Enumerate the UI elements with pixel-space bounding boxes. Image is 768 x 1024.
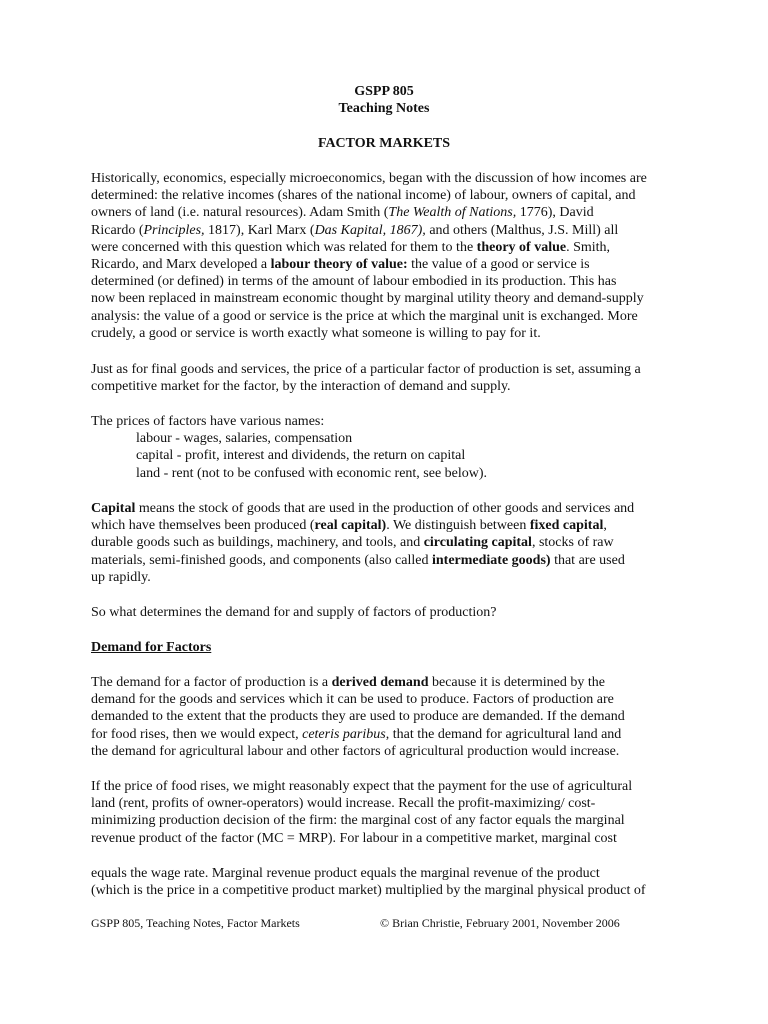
text-line: crudely, a good or service is worth exactly what someone is willing to pay for it. — [91, 325, 541, 341]
course-code: GSPP 805 — [354, 84, 414, 99]
factor-names-block — [91, 413, 681, 482]
text-line: competitive market for the factor, by the interaction of demand and supply. — [91, 379, 511, 395]
text-line: Ricardo (Principles, 1817), Karl Marx (Das Kapital, 1867), and others (Malthus, J.S. Mill) all — [91, 222, 619, 238]
factor-name-item: capital - profit, interest and dividends, the return on capital — [136, 448, 466, 464]
text-line: (which is the price in a competitive product market) multiplied by the marginal physical product of — [91, 883, 646, 899]
text-line: durable goods such as buildings, machinery, and tools, and circulating capital, stocks of raw — [91, 535, 614, 551]
text-line: owners of land (i.e. natural resources). Adam Smith (The Wealth of Nations, 1776), David — [91, 205, 594, 221]
document-type: Teaching Notes — [338, 101, 430, 116]
demand-paragraph — [91, 674, 681, 760]
text-line: If the price of food rises, we might reasonably expect that the payment for the use of agricultural — [91, 779, 633, 794]
text-line: revenue product of the factor (MC = MRP). For labour in a competitive market, marginal cost — [91, 830, 617, 846]
factor-name-item: labour - wages, salaries, compensation — [136, 431, 353, 447]
text-line: demanded to the extent that the products they are used to produce are demanded. If the demand — [91, 709, 625, 725]
text-line: equals the wage rate. Marginal revenue product equals the marginal revenue of the product — [91, 866, 600, 881]
text-line: materials, semi-finished goods, and components (also called intermediate goods) that are used — [91, 552, 625, 568]
wage-paragraph — [91, 865, 681, 899]
text-line: Historically, economics, especially microeconomics, began with the discussion of how incomes are — [91, 171, 647, 186]
question-line — [91, 604, 681, 621]
text-line: which have themselves been produced (real capital). We distinguish between fixed capital, — [91, 518, 607, 534]
footer-left: GSPP 805, Teaching Notes, Factor Markets — [91, 916, 300, 930]
section-heading-demand: Demand for Factors — [91, 640, 212, 655]
text-line: land (rent, profits of owner-operators) would increase. Recall the profit-maximizing/ cost- — [91, 796, 596, 812]
text-line: Capital means the stock of goods that are used in the production of other goods and services and — [91, 501, 635, 516]
page-title: FACTOR MARKETS — [317, 136, 451, 151]
text-line: up rapidly. — [91, 569, 151, 585]
text-line: The demand for a factor of production is a derived demand because it is determined by the — [91, 675, 605, 690]
text-line: for food rises, then we would expect, ceteris paribus, that the demand for agricultural land and — [91, 726, 622, 742]
intro-paragraph — [91, 170, 681, 342]
text-line: the demand for agricultural labour and other factors of agricultural production would increase. — [91, 743, 620, 759]
text-line: determined (or defined) in terms of the amount of labour embodied in its production. This has — [91, 274, 617, 290]
text-line: Just as for final goods and services, the price of a particular factor of production is set, assuming a — [91, 362, 641, 377]
text-line: now been replaced in mainstream economic thought by marginal utility theory and demand-supply — [91, 291, 644, 307]
price-paragraph — [91, 361, 681, 395]
text-line: minimizing production decision of the firm: the marginal cost of any factor equals the marginal — [91, 813, 625, 829]
text-line: were concerned with this question which was related for them to the theory of value. Smith, — [91, 239, 611, 255]
food-price-paragraph — [91, 778, 681, 847]
footer-copyright: © Brian Christie, February 2001, November 2006 — [380, 916, 620, 930]
page-footer — [91, 915, 651, 931]
text-line: analysis: the value of a good or service is the price at which the marginal unit is exchanged. More — [91, 308, 638, 324]
text-line: Ricardo, and Marx developed a labour theory of value: the value of a good or service is — [91, 257, 590, 273]
factor-name-item: land - rent (not to be confused with economic rent, see below). — [136, 465, 488, 481]
factor-names-lead: The prices of factors have various names: — [91, 414, 325, 429]
capital-paragraph — [91, 500, 681, 586]
question-text: So what determines the demand for and supply of factors of production? — [91, 605, 497, 620]
text-line: demand for the goods and services which it can be used to produce. Factors of production are — [91, 692, 614, 708]
text-line: determined: the relative incomes (shares of the national income) of labour, owners of capital, and — [91, 188, 636, 204]
